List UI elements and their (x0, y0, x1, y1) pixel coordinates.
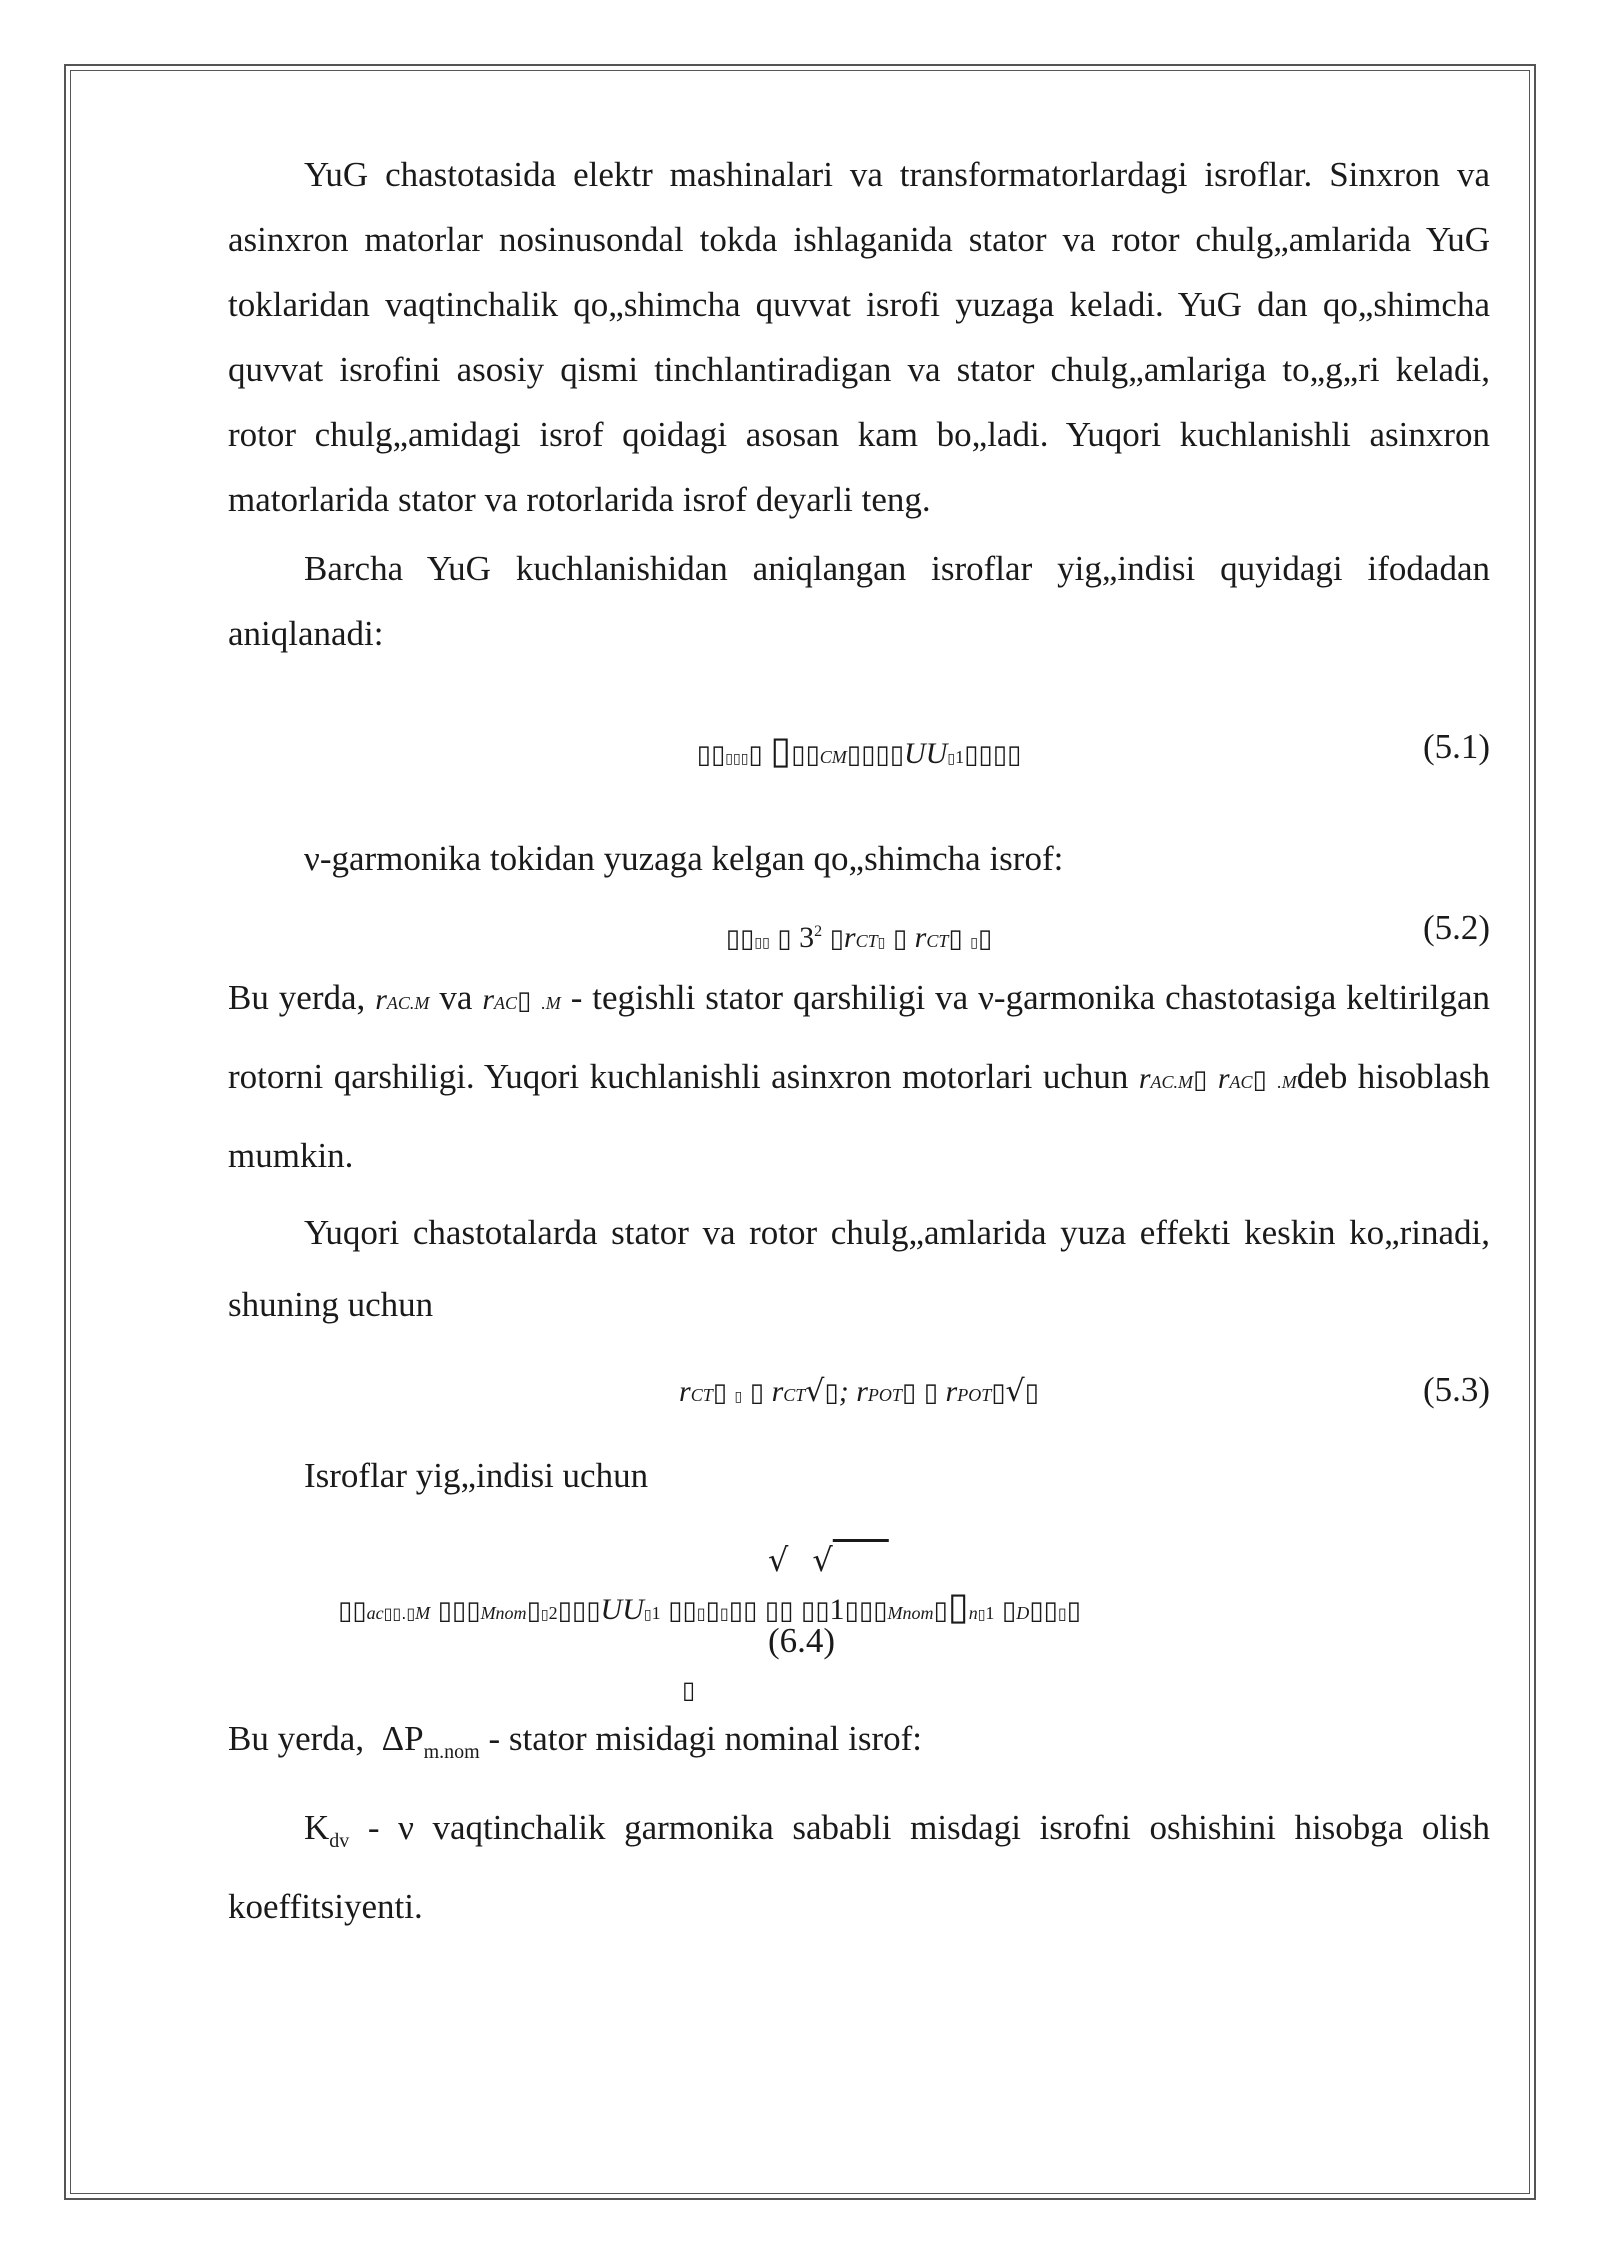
paragraph-8: $K_{dv}$ - ν vaqtinchalik garmonika sababli misdagi isrofni oshishini hisobga olish koeffitsiyenti. (228, 1808, 1490, 1926)
equation-6-4-expression: ▯▯ac▯▯.▯M ▯▯▯Mnom▯▯2▯▯▯UU▯1 ▯▯▯▯▯▯▯ ▯▯ ▯▯1▯▯▯Mnom▯▯n▯1 ▯D▯▯▯▯ (338, 1584, 1081, 1628)
document-body (228, 142, 1490, 1939)
paragraph-1: YuG chastotasida elektr mashinalari va transformatorlardagi isroflar. Sinxron va asinxron matorlar nosinusondal tokda ishlaganida stator va rotor chulg„amlarida YuG toklaridan vaqtinchalik qo„shimcha quvvat isrofi yuzaga keladi. YuG dan qo„shimcha quvvat isrofini asosiy qismi tinchlantiradigan va stator chulg„amlariga to„g„ri keladi, rotor chulg„amidagi isrof qoidagi asosan kam bo„ladi. Yuqori kuchlanishli asinxron matorlarida stator va rotorlarida isrof deyarli teng. (228, 155, 1490, 519)
paragraph-7: Bu yerda, $\Delta P_{m.nom}$ - stator misidagi nominal isrof: (228, 1719, 922, 1763)
equation-5-2-number: (5.2) (1422, 908, 1490, 947)
equation-5-2 (228, 895, 1490, 961)
paragraph-6: Isroflar yig„indisi uchun (304, 1456, 649, 1495)
equation-6-4-radicals: √ √ (768, 1541, 833, 1579)
equation-5-3-number: (5.3) (1422, 1370, 1490, 1409)
equation-5-1-expression: ▯▯▯▯▯▯ ▯▯▯CM▯▯▯▯UU▯1▯▯▯▯ (696, 728, 1022, 772)
paragraph-5: Yuqori chastotalarda stator va rotor chulg„amlarida yuza effekti keskin ko„rinadi, shuning uchun (228, 1213, 1490, 1324)
paragraph-4: Bu yerda, rAC.M va rAC▯ .M - tegishli stator qarshiligi va ν-garmonika chastotasiga keltirilgan rotorni qarshiligi. Yuqori kuchlanishli asinxron motorlari uchun rAC.M▯ rAC▯ .Mdeb hisoblash mumkin. (228, 978, 1491, 1175)
equation-6-4-number: (6.4) (768, 1621, 836, 1660)
equation-5-1 (228, 714, 1490, 786)
paragraph-2: Barcha YuG kuchlanishidan aniqlangan isroflar yig„indisi quyidagi ifodadan aniqlanadi: (228, 549, 1490, 653)
equation-5-1-number: (5.1) (1422, 727, 1490, 766)
equation-6-4 (228, 1528, 1490, 1704)
equation-6-4-placeholder-glyph: ▯ (682, 1676, 696, 1704)
equation-5-3 (228, 1345, 1490, 1421)
equation-5-3-expression: rCT▯ ▯ ▯ rCT√▯; rPOT▯ ▯ rPOT▯√▯ (679, 1374, 1039, 1409)
equation-5-2-expression: ▯▯▯▯ ▯ $3^2$ ▯rCT▯ ▯ rCT▯ ▯▯ (725, 921, 993, 954)
paragraph-3: ν-garmonika tokidan yuzaga kelgan qo„shimcha isrof: (304, 839, 1064, 878)
